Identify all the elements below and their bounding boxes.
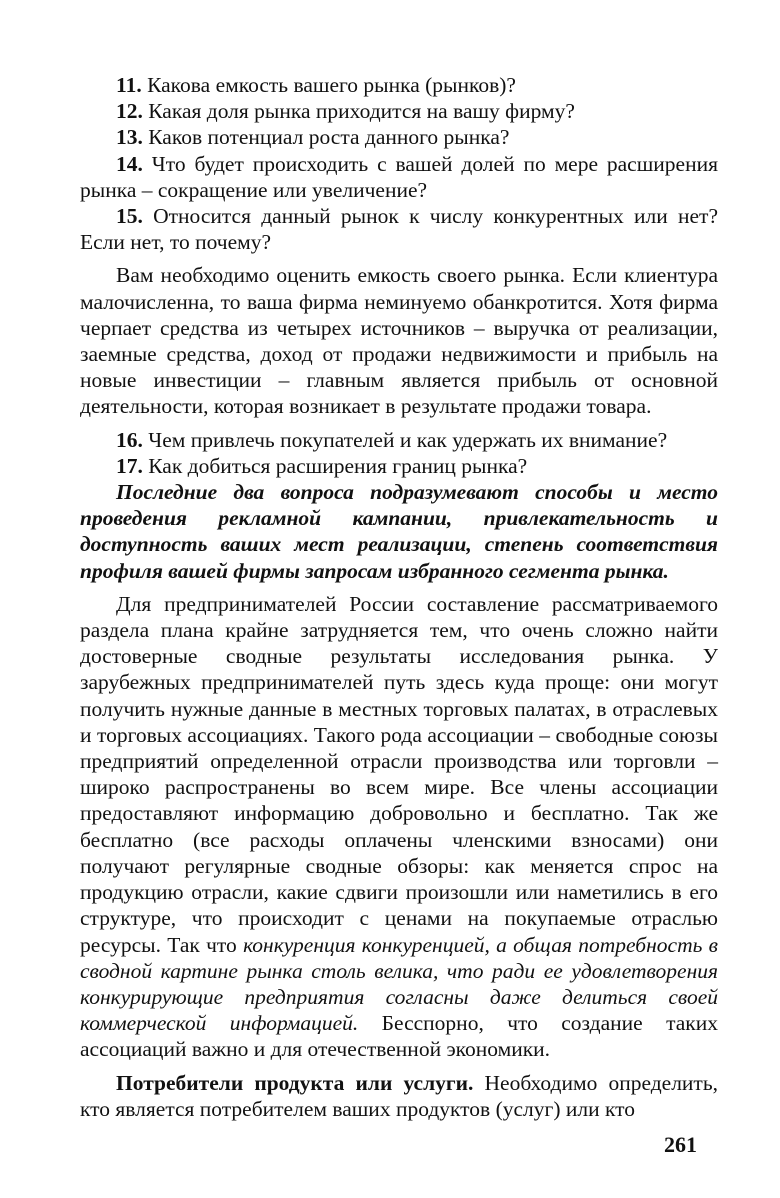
question-11 [80, 72, 718, 98]
question-12 [80, 98, 718, 124]
page-number: 261 [664, 1132, 697, 1157]
paragraph-capacity: Вам необходимо оценить емкость своего рынка. Если клиентура малочисленна, то ваша фирма неминуемо обанкротится. Хотя фирма черпает средства из четырех источников – выручка от реализации, заемные средства, доход от продажи недвижимости и прибыль на новые инвестиции – главным является прибыль от основной деятельности, которая возникает в результате продажи товара. [80, 263, 718, 419]
question-text: Какая доля рынка приходится на вашу фирму? [142, 99, 575, 124]
question-text: Что будет происходить с вашей долей по мере расширения рынка – сокращение или увеличение? [80, 151, 718, 202]
question-16 [80, 427, 718, 453]
paragraph-consumers [80, 1070, 718, 1122]
question-15 [80, 203, 718, 255]
paragraph-russia-italic: конкуренция конкуренцией, а общая потребность в сводной картине рынка столь велика, что ради ее удовлетворения конкурирующие предприятия согласны даже делиться своей коммерческой информацией. [80, 932, 718, 1036]
page-text [80, 72, 718, 1122]
question-text: Каков потенциал роста данного рынка? [142, 125, 510, 150]
consumers-text: Необходимо определить, кто является потребителем ваших продуктов (услуг) или кто [80, 1070, 719, 1121]
question-text: Как добиться расширения границ рынка? [142, 453, 528, 478]
question-number: 14. [116, 151, 143, 176]
question-13 [80, 124, 718, 150]
question-number: 15. [116, 204, 143, 229]
question-text: Какова емкость вашего рынка (рынков)? [141, 73, 516, 97]
question-number: 11. [116, 73, 142, 97]
question-text: Относится данный рынок к числу конкурентных или нет? Если нет, то почему? [80, 204, 718, 255]
paragraph-russia-start: Для предпринимателей России составление рассматриваемого раздела плана крайне затрудняется тем, что очень сложно найти достоверные сводные результаты исследования рынка. У зарубежных предпринимателей путь здесь куда проще: они могут получить нужные данные в местных торговых палатах, в отраслевых и торговых ассоциациях. Такого рода ассоциации – свободные союзы предприятий определенной отрасли производства или торговли – широко распространены во всем мире. Все члены ассоциации предоставляют информацию добровольно и бесплатно. Так же бесплатно (все расходы оплачены членскими взносами) они получают регулярные сводные обзоры: как меняется спрос на продукцию отрасли, какие сдвиги произошли или наметились в его структуре, что происходит с ценами на покупаемые отраслью ресурсы. Так что [80, 591, 718, 957]
question-number: 13. [116, 125, 143, 150]
question-number: 12. [116, 99, 143, 124]
question-text: Чем привлечь покупателей и как удержать их внимание? [142, 427, 668, 452]
paragraph-russia [80, 591, 718, 1063]
paragraph-russia-end: Бесспорно, что создание таких ассоциаций важно и для отечественной экономики. [80, 1011, 718, 1062]
question-14 [80, 151, 718, 203]
question-17 [80, 453, 718, 479]
consumers-heading: Потребители продукта или услуги. [116, 1070, 474, 1095]
question-number: 16. [116, 427, 143, 452]
question-number: 17. [116, 453, 143, 478]
note-paragraph: Последние два вопроса подразумевают способы и место проведения рекламной кампании, привлекательность и доступность ваших мест реализации, степень соответствия профиля вашей фирмы запросам избранного сегмента рынка. [80, 480, 718, 583]
